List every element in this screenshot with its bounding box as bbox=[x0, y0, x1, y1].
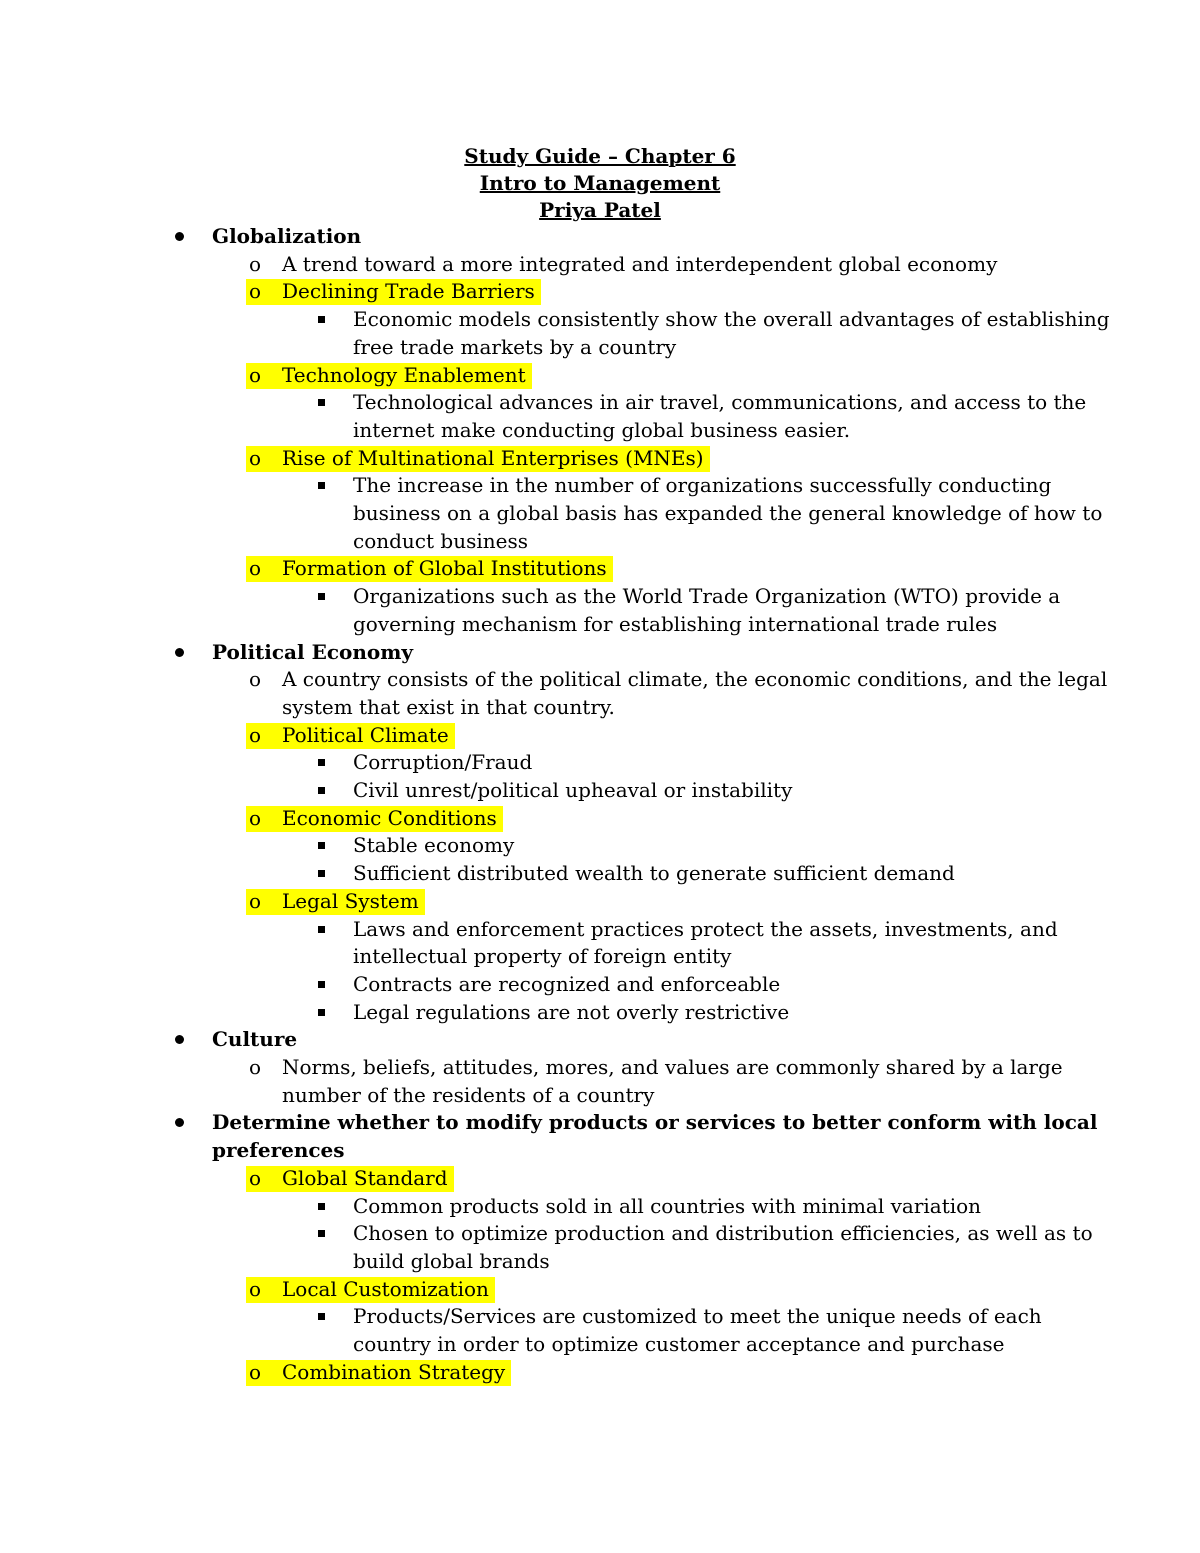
outline-subitem: intellectual property of foreign entity bbox=[353, 944, 732, 969]
outline-subitem: governing mechanism for establishing international trade rules bbox=[353, 611, 998, 636]
bullet-circle-icon: o bbox=[248, 251, 262, 276]
document-title: Study Guide – Chapter 6 bbox=[464, 144, 736, 168]
bullet-circle-icon: o bbox=[248, 667, 262, 692]
outline-item: number of the residents of a country bbox=[282, 1082, 655, 1107]
author-name: Priya Patel bbox=[539, 198, 661, 222]
bullet-circle-icon: o bbox=[248, 362, 262, 387]
outline-item: Norms, beliefs, attitudes, mores, and values are commonly shared by a large bbox=[282, 1055, 1063, 1079]
outline-subitem: Organizations such as the World Trade Organization (WTO) provide a bbox=[353, 584, 1061, 609]
section-heading: preferences bbox=[212, 1138, 345, 1163]
bullet-square-icon bbox=[318, 787, 325, 794]
outline-subitem: Contracts are recognized and enforceable bbox=[353, 971, 781, 996]
bullet-circle-icon: o bbox=[248, 1055, 262, 1079]
outline-item: Declining Trade Barriers bbox=[282, 279, 535, 304]
outline-subitem: build global brands bbox=[353, 1248, 550, 1273]
bullet-square-icon bbox=[318, 399, 325, 406]
outline-subitem: Common products sold in all countries with minimal variation bbox=[353, 1193, 982, 1218]
outline-item: Political Climate bbox=[282, 722, 449, 747]
outline-subitem: internet make conducting global business easier. bbox=[353, 417, 851, 442]
outline-subitem: Sufficient distributed wealth to generate sufficient demand bbox=[353, 861, 955, 886]
bullet-square-icon bbox=[318, 981, 325, 988]
section-heading: Political Economy bbox=[212, 639, 413, 664]
outline-subitem: conduct business bbox=[353, 528, 528, 553]
outline-subitem: Legal regulations are not overly restrictive bbox=[353, 999, 790, 1024]
bullet-circle-icon: o bbox=[248, 888, 262, 913]
outline-item: system that exist in that country. bbox=[282, 694, 615, 719]
section-heading: Culture bbox=[212, 1027, 298, 1052]
outline-subitem: Economic models consistently show the overall advantages of establishing bbox=[353, 307, 1110, 332]
outline-subitem: Laws and enforcement practices protect the assets, investments, and bbox=[353, 916, 1058, 941]
bullet-square-icon bbox=[318, 1313, 325, 1320]
bullet-square-icon bbox=[318, 842, 325, 849]
course-name: Intro to Management bbox=[479, 171, 721, 195]
outline-subitem: country in order to optimize customer acceptance and purchase bbox=[353, 1332, 1005, 1356]
outline-item: Legal System bbox=[282, 888, 419, 913]
bullet-square-icon bbox=[318, 759, 325, 766]
outline-subitem: Products/Services are customized to meet the unique needs of each bbox=[353, 1304, 1042, 1329]
outline-item: Local Customization bbox=[282, 1276, 489, 1301]
bullet-circle-icon: o bbox=[248, 556, 262, 581]
outline-item: Rise of Multinational Enterprises (MNEs) bbox=[282, 445, 704, 470]
bullet-circle-icon: o bbox=[248, 1165, 262, 1190]
bullet-square-icon bbox=[318, 316, 325, 323]
bullet-dot-icon bbox=[175, 648, 184, 657]
outline-subitem: Corruption/Fraud bbox=[353, 750, 533, 775]
outline-subitem: Technological advances in air travel, communications, and access to the bbox=[353, 390, 1087, 415]
outline-item: Combination Strategy bbox=[282, 1359, 506, 1384]
bullet-circle-icon: o bbox=[248, 805, 262, 830]
outline-item: Global Standard bbox=[282, 1165, 448, 1190]
bullet-square-icon bbox=[318, 1009, 325, 1016]
bullet-square-icon bbox=[318, 482, 325, 489]
outline-item: A trend toward a more integrated and interdependent global economy bbox=[282, 251, 998, 276]
outline-subitem: Stable economy bbox=[353, 833, 515, 858]
bullet-dot-icon bbox=[175, 232, 184, 241]
bullet-circle-icon: o bbox=[248, 722, 262, 747]
bullet-square-icon bbox=[318, 1203, 325, 1210]
bullet-square-icon bbox=[318, 926, 325, 933]
bullet-circle-icon: o bbox=[248, 1359, 262, 1384]
outline-item: Formation of Global Institutions bbox=[282, 556, 607, 581]
bullet-circle-icon: o bbox=[248, 445, 262, 470]
bullet-dot-icon bbox=[175, 1035, 184, 1044]
outline-item: Technology Enablement bbox=[282, 362, 526, 387]
section-heading: Determine whether to modify products or services to better conform with local bbox=[212, 1110, 1098, 1135]
outline-subitem: business on a global basis has expanded the general knowledge of how to bbox=[353, 501, 1103, 525]
bullet-dot-icon bbox=[175, 1118, 184, 1127]
bullet-square-icon bbox=[318, 1230, 325, 1237]
bullet-square-icon bbox=[318, 870, 325, 877]
outline-subitem: free trade markets by a country bbox=[353, 334, 677, 359]
outline-subitem: Chosen to optimize production and distribution efficiencies, as well as to bbox=[353, 1221, 1093, 1246]
bullet-circle-icon: o bbox=[248, 279, 262, 304]
outline-item: A country consists of the political climate, the economic conditions, and the legal bbox=[282, 667, 1108, 692]
outline-subitem: Civil unrest/political upheaval or instability bbox=[353, 778, 793, 802]
outline-subitem: The increase in the number of organizations successfully conducting bbox=[353, 473, 1052, 498]
bullet-square-icon bbox=[318, 593, 325, 600]
section-heading: Globalization bbox=[212, 224, 362, 248]
bullet-circle-icon: o bbox=[248, 1276, 262, 1301]
outline-item: Economic Conditions bbox=[282, 805, 497, 830]
